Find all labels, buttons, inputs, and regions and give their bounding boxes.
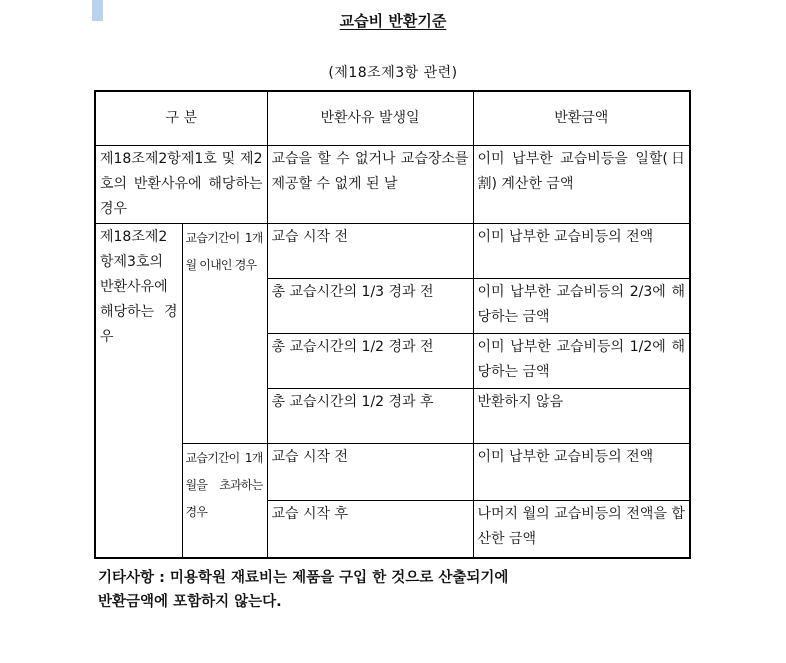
header-occurrence: 반환사유 발생일 [267,91,473,146]
document-title: 교습비 반환기준 [339,12,447,30]
groupA-amount: 이미 납부한 교습비등의 1/2에 해당하는 금액 [473,334,690,389]
header-amount: 반환금액 [473,91,690,146]
groupA-occurrence: 총 교습시간의 1/2 경과 후 [267,389,473,444]
table-header-row [95,91,690,146]
groupB-occurrence: 교습 시작 후 [267,501,473,559]
document-subtitle: (제18조제3항 관련) [328,65,458,81]
footnote [98,566,698,614]
groupB-label: 교습기간이 1개월을 초과하는 경우 [182,444,267,559]
table-row [95,146,690,224]
groupA-occurrence: 총 교습시간의 1/2 경과 전 [267,334,473,389]
footnote-line-1: 기타사항 : 미용학원 재료비는 제품을 구입 한 것으로 산출되기에 [98,570,509,586]
groupB-amount: 나머지 월의 교습비등의 전액을 합산한 금액 [473,501,690,559]
groupB-amount: 이미 납부한 교습비등의 전액 [473,444,690,501]
header-category: 구 분 [95,91,267,146]
row2-category: 제18조제2항제3호의 반환사유에 해당하는 경우 [95,224,182,559]
groupB-occurrence: 교습 시작 전 [267,444,473,501]
row1-occurrence: 교습을 할 수 없거나 교습장소를 제공할 수 없게 된 날 [267,146,473,224]
groupA-label: 교습기간이 1개월 이내인 경우 [182,224,267,444]
groupA-amount: 이미 납부한 교습비등의 전액 [473,224,690,279]
groupA-amount: 이미 납부한 교습비등의 2/3에 해당하는 금액 [473,279,690,334]
groupA-amount: 반환하지 않음 [473,389,690,444]
row1-category: 제18조제2항제1호 및 제2호의 반환사유에 해당하는 경우 [95,146,267,224]
refund-criteria-table [94,90,691,559]
row1-amount: 이미 납부한 교습비등을 일할(日割) 계산한 금액 [473,146,690,224]
footnote-line-2: 반환금액에 포함하지 않는다. [98,594,282,610]
groupA-occurrence: 총 교습시간의 1/3 경과 전 [267,279,473,334]
table-row [95,224,690,279]
groupA-occurrence: 교습 시작 전 [267,224,473,279]
table-row [95,444,690,501]
